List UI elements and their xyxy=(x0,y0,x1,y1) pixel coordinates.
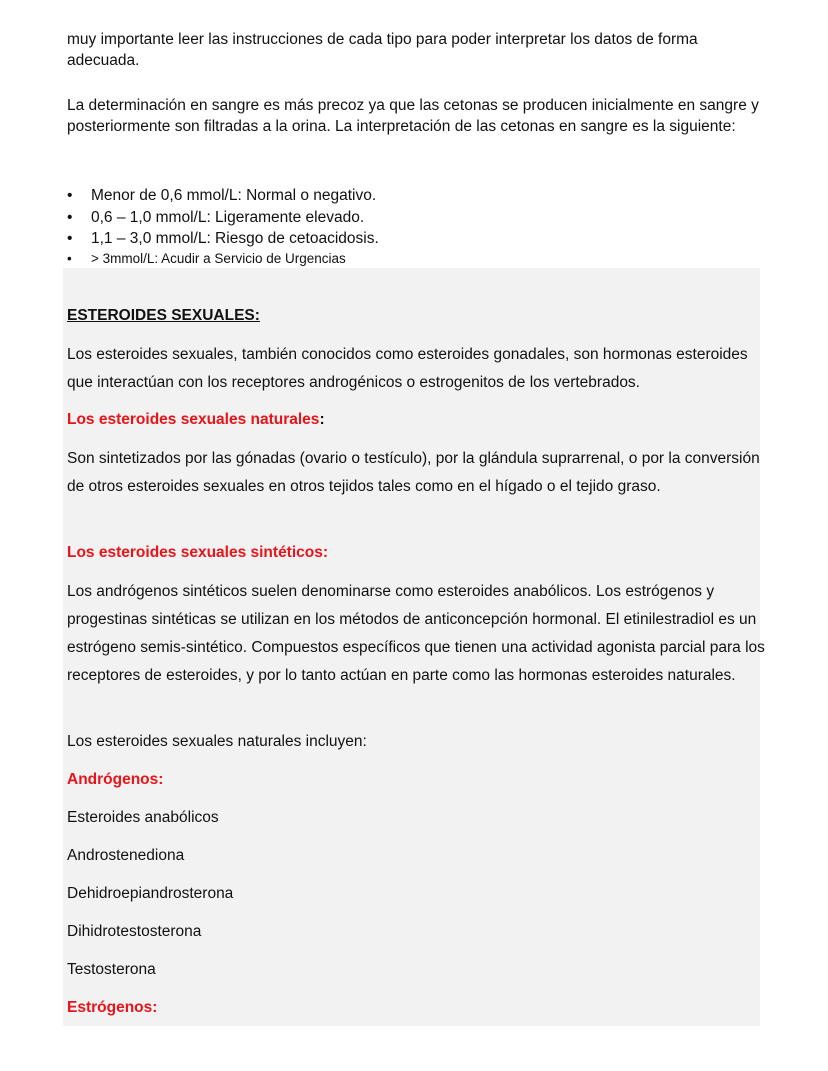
list-item xyxy=(67,250,767,267)
natural-subheading-text: Los esteroides sexuales naturales xyxy=(67,411,320,428)
list-item xyxy=(67,207,767,229)
ketone-levels-list xyxy=(67,185,767,267)
synthetic-subheading: Los esteroides sexuales sintéticos: xyxy=(67,544,329,561)
bullet-icon: • xyxy=(67,230,73,247)
estrogens-heading: Estrógenos: xyxy=(67,999,158,1016)
androgen-item: Dehidroepiandrosterona xyxy=(67,885,234,902)
natural-paragraph: Son sintetizados por las gónadas (ovario o testículo), por la glándula suprarrenal, o por la conversión de otros esteroides sexuales en otros tejidos tales como en el hígado o el tejido graso. xyxy=(67,450,760,495)
list-item-text: > 3mmol/L: Acudir a Servicio de Urgencias xyxy=(91,250,346,266)
list-item-text: 1,1 – 3,0 mmol/L: Riesgo de cetoacidosis. xyxy=(91,230,379,247)
list-item-text: 0,6 – 1,0 mmol/L: Ligeramente elevado. xyxy=(91,208,365,226)
list-item-text: Menor de 0,6 mmol/L: Normal o negativo. xyxy=(91,187,377,204)
androgens-heading: Andrógenos: xyxy=(67,771,164,788)
synthetic-paragraph: Los andrógenos sintéticos suelen denominarse como esteroides anabólicos. Los estrógenos y progestinas sintéticas se utilizan en los métodos de anticoncepción hormonal. El etinilestradiol es un estrógeno semis-sintético. Compuestos específicos que tienen una actividad agonista parcial para los receptores de esteroides, y por lo tanto actúan en parte como las hormonas esteroides naturales. xyxy=(67,583,765,684)
bullet-icon: • xyxy=(67,187,73,204)
list-item xyxy=(67,185,767,207)
androgen-item: Dihidrotestosterona xyxy=(67,923,202,940)
intro-paragraph-2: La determinación en sangre es más precoz ya que las cetonas se producen inicialmente en sangre y posteriormente son filtradas a la orina. La interpretación de las cetonas en sangre es la siguiente: xyxy=(67,97,759,135)
list-item xyxy=(67,228,767,250)
intro-paragraph-1: muy importante leer las instrucciones de cada tipo para poder interpretar los datos de forma adecuada. xyxy=(67,31,698,69)
bullet-icon: • xyxy=(67,208,73,226)
bullet-icon: • xyxy=(67,250,72,266)
includes-paragraph: Los esteroides sexuales naturales incluyen: xyxy=(67,733,367,750)
androgen-item: Androstenediona xyxy=(67,847,185,864)
natural-subheading-colon: : xyxy=(319,411,325,428)
androgen-item: Esteroides anabólicos xyxy=(67,809,219,826)
definition-paragraph: Los esteroides sexuales, también conocidos como esteroides gonadales, son hormonas esteroides que interactúan con los receptores androgénicos o estrogenitos de los vertebrados. xyxy=(67,346,748,391)
section-heading: ESTEROIDES SEXUALES: xyxy=(67,307,260,324)
natural-subheading xyxy=(67,411,325,429)
androgen-item: Testosterona xyxy=(67,961,156,978)
